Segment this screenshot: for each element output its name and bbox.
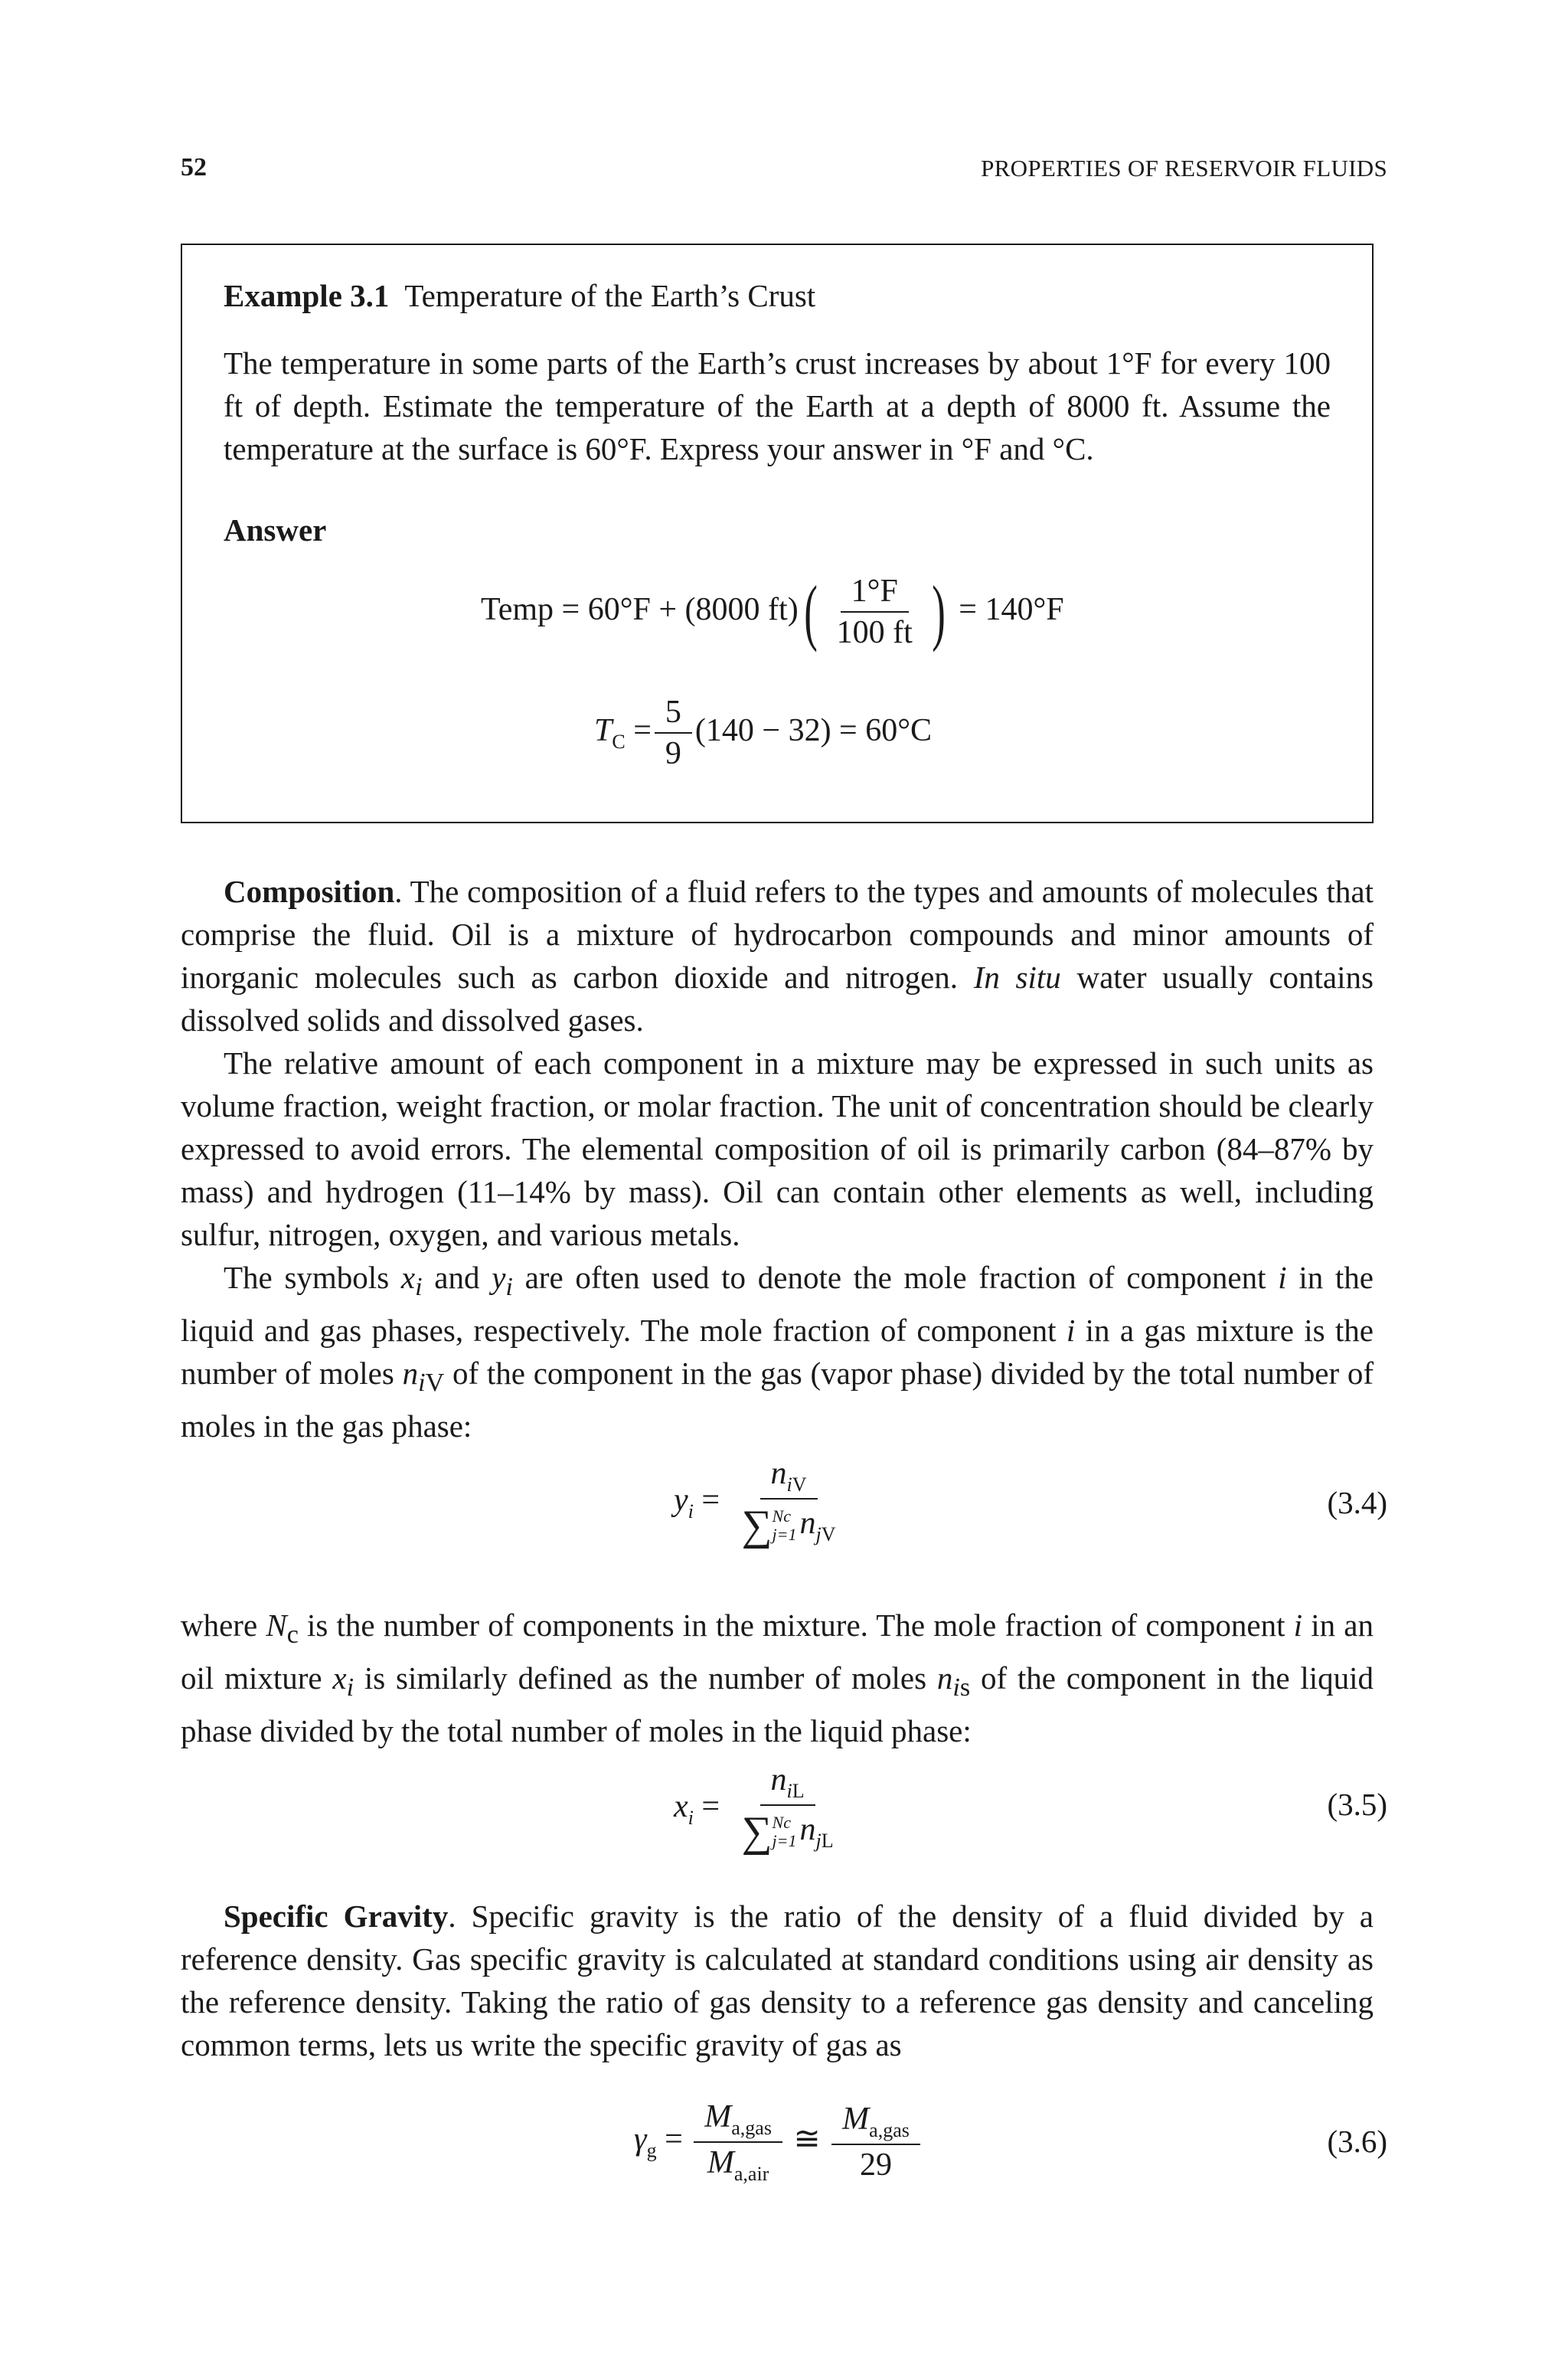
equation-number-3-6: (3.6)	[1327, 2124, 1387, 2159]
running-head: PROPERTIES OF RESERVOIR FLUIDS	[981, 155, 1387, 182]
where-paragraph: where $N_c$ is the number of components in the mixture. The mole fraction of component i in an oil mixture $x_i$ is similarly defined as the number of moles $n_{is}$ of the component in the liquid phase divided by the total number of moles in the liquid phase:	[181, 1608, 1374, 1749]
equation-3-5: $x_i$ = $n_{iL}$ ∑ Nc j=1 $n_{jL}$	[674, 1762, 834, 1856]
composition-heading: Composition	[224, 874, 395, 909]
example-title-text: Temperature of the Earth’s Crust	[404, 278, 816, 313]
eq1-frac-den: 100 ft	[836, 615, 913, 651]
eq2-lhs-sub: C	[612, 730, 626, 753]
symbols-paragraph: The symbols $x_i$ and $y_i$ are often used to denote the mole fraction of component i in the liquid and gas phases, respectively. The mole fraction of component i in a gas mixture is the number of moles $n_{iV}$ of the component in the gas (vapor phase) divided by the total number of moles in the gas phase:	[181, 1260, 1374, 1444]
eq2-rhs: (140 − 32) = 60°C	[694, 712, 933, 748]
example-problem: The temperature in some parts of the Earth’s crust increases by about 1°F for every 100 ft of depth. Estimate the temperature of the Earth at a depth of 8000 ft. Assume the temperature at the surface is 60°F. Express your answer in °F and °C.	[224, 345, 1331, 466]
answer-heading: Answer	[224, 512, 327, 548]
example-title	[224, 277, 815, 314]
equation-3-6: $\gamma_g$ = $\frac{M_{a,gas}}{M_{a,air}}$ ≅ $\frac{M_{a,gas}}{29}$	[634, 2098, 923, 2186]
equation-celsius	[594, 694, 932, 773]
eq2-eq-sign: =	[633, 712, 652, 748]
example-label: Example 3.1	[224, 278, 390, 313]
page-number: 52	[181, 153, 207, 182]
eq2-frac-num: 5	[655, 694, 692, 734]
equation-3-4: $y_i$ = $n_{iV}$ ∑ Nc j=1 $n_{jV}$	[674, 1456, 836, 1549]
eq2-lhs-var: T	[594, 712, 612, 748]
equation-number-3-4: (3.4)	[1327, 1485, 1387, 1520]
eq1-frac-num: 1°F	[841, 573, 909, 613]
eq2-frac-den: 9	[665, 736, 681, 772]
equation-number-3-5: (3.5)	[1327, 1787, 1387, 1822]
specific-gravity-heading: Specific Gravity	[224, 1899, 449, 1934]
equation-temp: Temp = 60°F + (8000 ft)( $\frac{1^\circ F}{100 ft}$ ) = 140°F	[481, 571, 1064, 653]
relative-amount-paragraph: The relative amount of each component in a mixture may be expressed in such units as volume fraction, weight fraction, or molar fraction. The unit of concentration should be clearly expressed to avoid errors. The elemental composition of oil is primarily carbon (84–87% by mass) and hydrogen (11–14% by mass). Oil can contain other elements as well, including sulfur, nitrogen, oxygen, and various metals.	[181, 1045, 1374, 1252]
eq1-rhs: = 140°F	[959, 591, 1064, 627]
eq1-lhs: Temp = 60°F + (8000 ft)	[481, 591, 799, 627]
composition-paragraph: Composition. The composition of a fluid refers to the types and amounts of molecules that comprise the fluid. Oil is a mixture of hydrocarbon compounds and minor amounts of inorganic molecules such as carbon dioxide and nitrogen. In situ water usually contains dissolved solids and dissolved gases.	[181, 874, 1374, 1038]
specific-gravity-paragraph: Specific Gravity. Specific gravity is the ratio of the density of a fluid divided by a reference density. Gas specific gravity is calculated at standard conditions using air density as the reference density. Taking the ratio of gas density to a reference gas density and canceling common terms, lets us write the specific gravity of gas as	[181, 1899, 1374, 2062]
